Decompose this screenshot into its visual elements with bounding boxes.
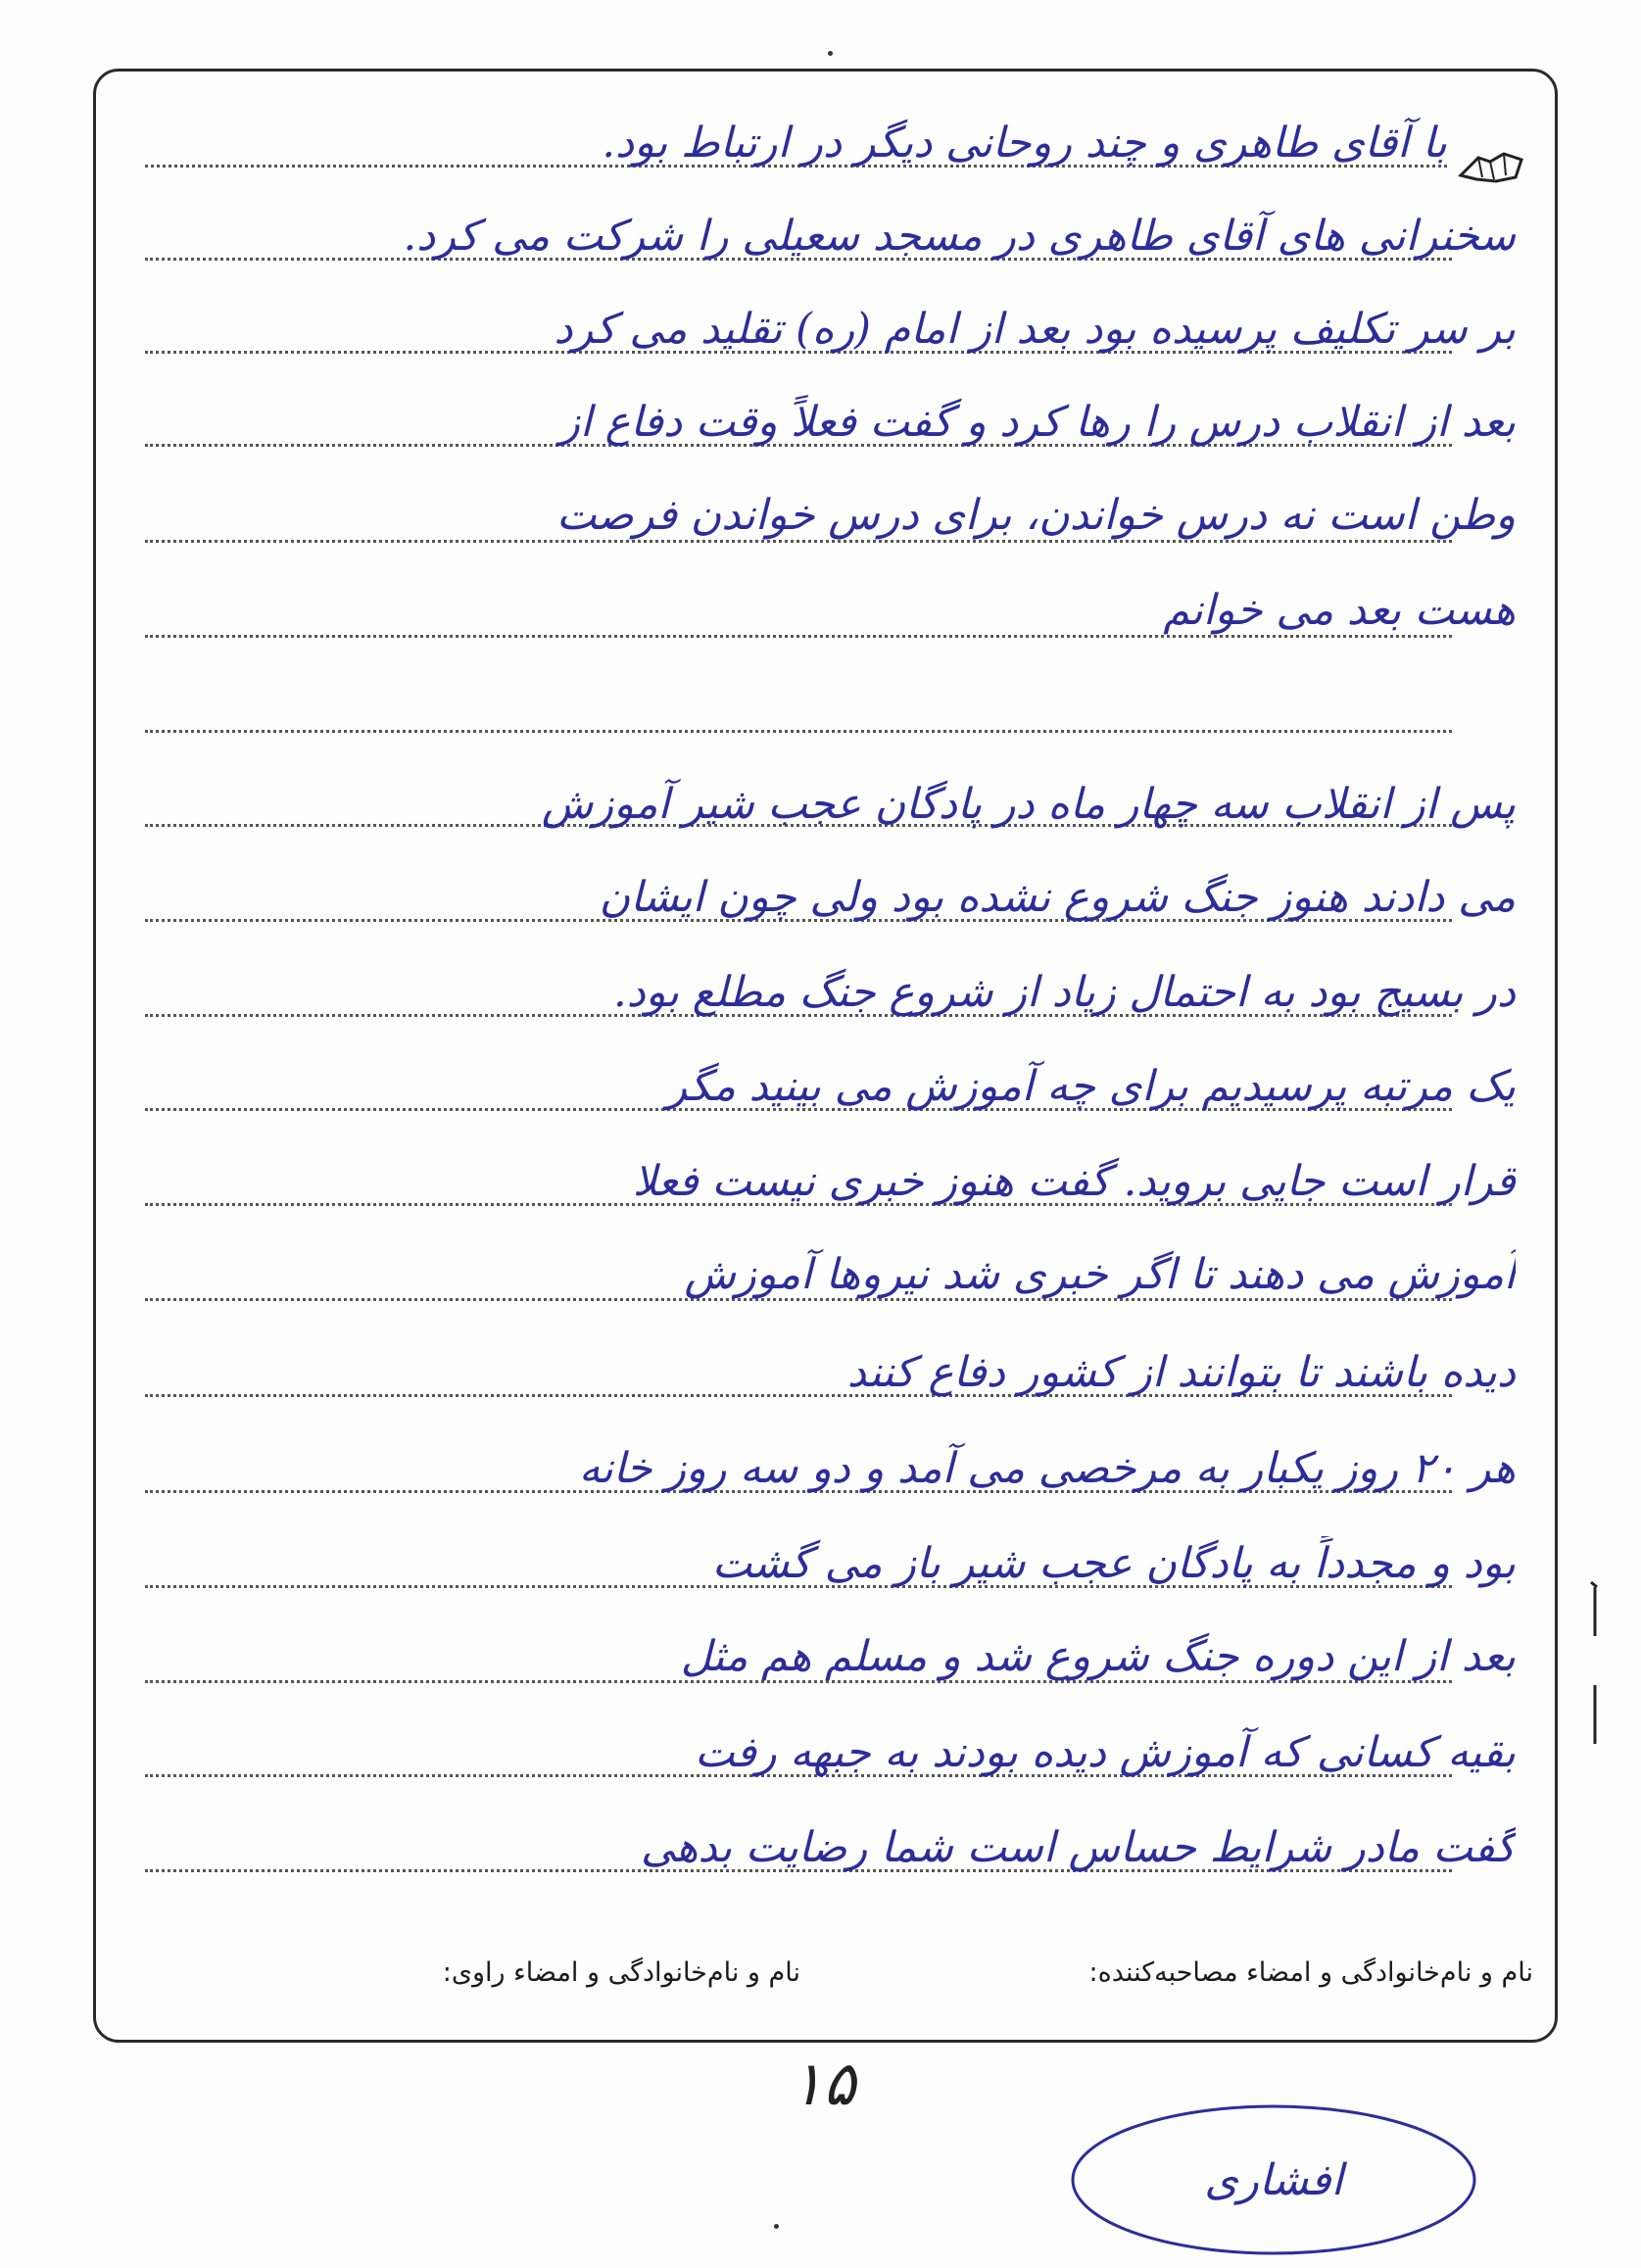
narrator-signature-label: نام و نام‌خانوادگی و امضاء راوی: [442, 1957, 800, 1988]
handwritten-line: قرار است جایی بروید. گفت هنوز خبری نیست فعلا [632, 1157, 1516, 1206]
handwritten-line: بعد از این دوره جنگ شروع شد و مسلم هم مثل [680, 1632, 1516, 1681]
ruled-line [145, 730, 1452, 733]
form-frame [93, 69, 1558, 2043]
handwritten-line: دیده باشند تا بتوانند از کشور دفاع کنند [846, 1348, 1516, 1397]
pen-hand-icon [1457, 148, 1527, 187]
handwritten-line: بر سر تکلیف پرسیده بود بعد از امام (ره) تقلید می کرد [554, 305, 1516, 354]
page-number: ۱۵ [790, 2048, 856, 2119]
handwritten-line: می دادند هنوز جنگ شروع نشده بود ولی چون ایشان [599, 873, 1516, 922]
handwritten-line: بود و مجدداً به پادگان عجب شیر باز می گشت [711, 1539, 1516, 1588]
scan-speck [828, 51, 833, 56]
handwritten-line: هست بعد می خوانم [1163, 586, 1516, 635]
handwritten-line: آموزش می دهند تا اگر خبری شد نیروها آموزش [684, 1250, 1516, 1299]
signature-text: افشاری [1204, 2155, 1343, 2205]
handwritten-line: بعد از انقلاب درس را رها کرد و گفت فعلاً وقت دفاع از [559, 398, 1516, 447]
signature-labels [96, 1957, 1555, 2016]
handwritten-line: گفت مادر شرایط حساس است شما رضایت بدهی [640, 1823, 1516, 1872]
margin-mark [1579, 1577, 1609, 1754]
interviewer-signature-label: نام و نام‌خانوادگی و امضاء مصاحبه‌کننده: [1088, 1957, 1533, 1988]
handwritten-line: پس از انقلاب سه چهار ماه در پادگان عجب شیر آموزش [541, 780, 1516, 829]
scan-speck [774, 2224, 779, 2229]
signature-stamp [1063, 2097, 1484, 2263]
handwritten-line: یک مرتبه پرسیدیم برای چه آموزش می بینید مگر [666, 1062, 1516, 1111]
handwritten-line: هر ۲۰ روز یکبار به مرخصی می آمد و دو سه روز خانه [578, 1444, 1516, 1493]
handwritten-line: در بسیج بود به احتمال زیاد از شروع جنگ مطلع بود. [612, 968, 1516, 1017]
handwritten-line: وطن است نه درس خواندن، برای درس خواندن فرصت [555, 491, 1516, 540]
handwritten-line: سخنرانی های آقای طاهری در مسجد سعیلی را شرکت می کرد. [403, 212, 1516, 261]
handwritten-line: با آقای طاهری و چند روحانی دیگر در ارتباط بود. [602, 119, 1447, 168]
handwritten-line: بقیه کسانی که آموزش دیده بودند به جبهه رفت [695, 1728, 1516, 1777]
